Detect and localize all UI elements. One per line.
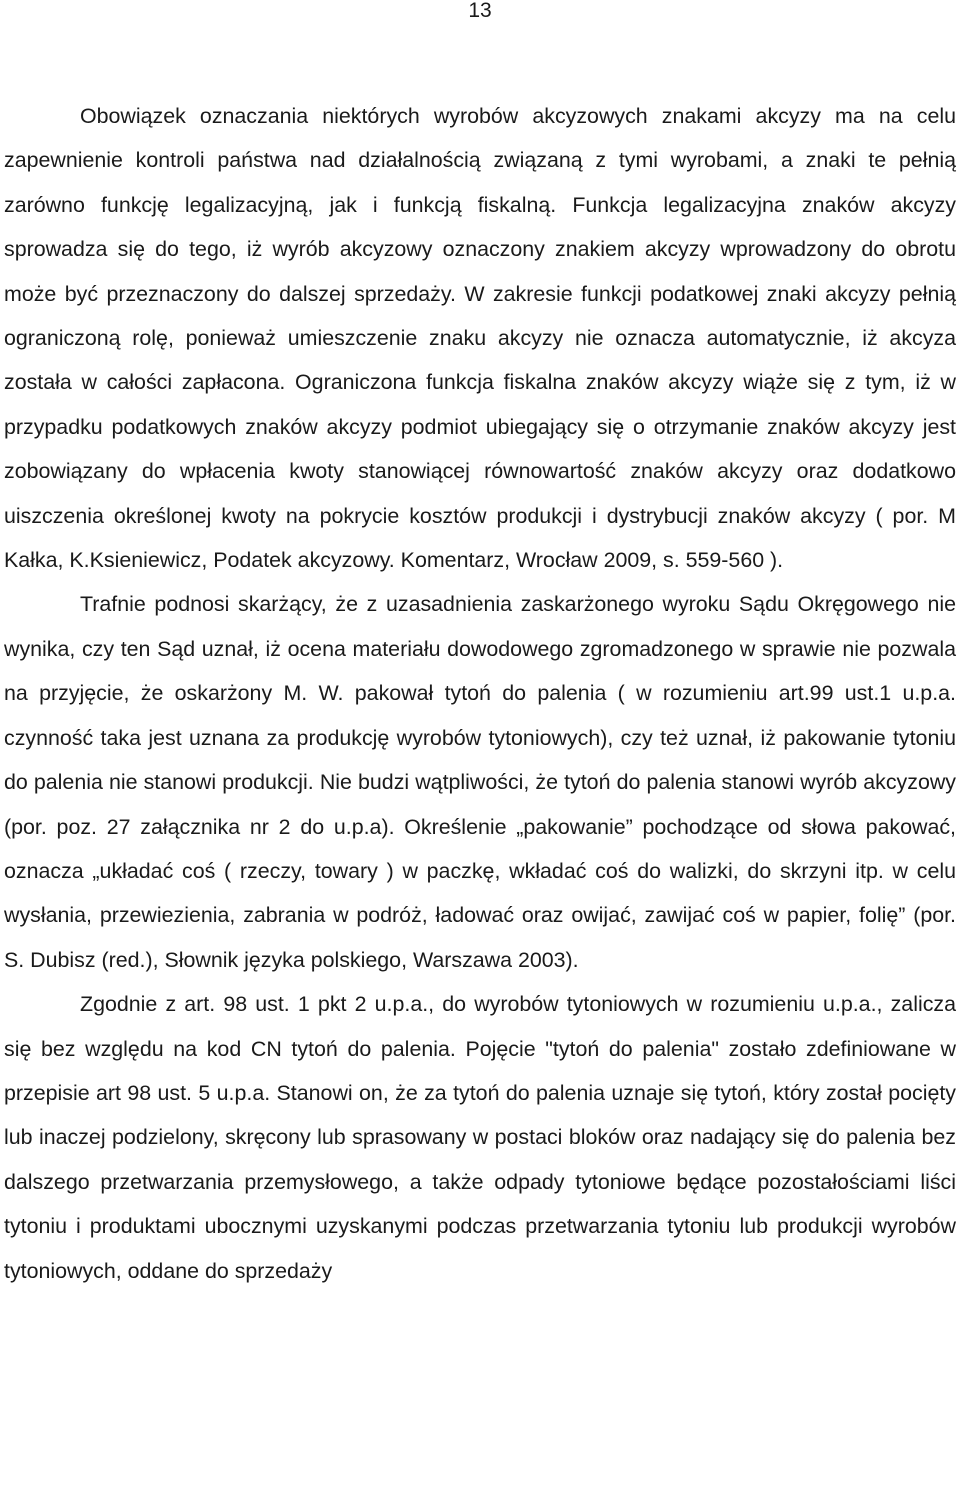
paragraph-excise-stamps: Obowiązek oznaczania niektórych wyrobów akcyzowych znakami akcyzy ma na celu zapewnienie kontroli państwa nad działalnością związaną z tymi wyrobami, a znaki te pełnią zarówno funkcję legalizacyjną, jak i funkcją fiskalną. Funkcja legalizacyjna znaków akcyzy sprowadza się do tego, iż wyrób akcyzowy oznaczony znakiem akcyzy wprowadzony do obrotu może być przeznaczony do dalszej sprzedaży. W zakresie funkcji podatkowej znaki akcyzy pełnią ograniczoną rolę, ponieważ umieszczenie znaku akcyzy nie oznacza automatycznie, iż akcyza została w całości zapłacona. Ograniczona funkcja fiskalna znaków akcyzy wiąże się z tym, iż w przypadku podatkowych znaków akcyzy podmiot ubiegający się o otrzymanie znaków akcyzy jest zobowiązany do wpłacenia kwoty stanowiącej równowartość znaków akcyzy oraz dodatkowo uiszczenia określonej kwoty na pokrycie kosztów produkcji i dystrybucji znaków akcyzy ( por. M Kałka, K.Ksieniewicz, Podatek akcyzowy. Komentarz, Wrocław 2009, s. 559-560 ).: [4, 104, 956, 573]
paragraph-tobacco-definition: Zgodnie z art. 98 ust. 1 pkt 2 u.p.a., do wyrobów tytoniowych w rozumieniu u.p.a., zalicza się bez względu na kod CN tytoń do palenia. Pojęcie "tytoń do palenia" zostało zdefiniowane w przepisie art 98 ust. 5 u.p.a. Stanowi on, że za tytoń do palenia uznaje się tytoń, który został pocięty lub inaczej podzielony, skręcony lub sprasowany w postaci bloków oraz nadający się do palenia bez dalszego przetwarzania przemysłowego, a także odpady tytoniowe będące pozostałościami liści tytoniu i produktami ubocznymi uzyskanymi podczas przetwarzania tytoniu lub produkcji wyrobów tytoniowych, oddane do sprzedaży: [4, 992, 956, 1283]
paragraph-packing-tobacco: Trafnie podnosi skarżący, że z uzasadnienia zaskarżonego wyroku Sądu Okręgowego nie wynika, czy ten Sąd uznał, iż ocena materiału dowodowego zgromadzonego w sprawie nie pozwala na przyjęcie, że oskarżony M. W. pakował tytoń do palenia ( w rozumieniu art.99 ust.1 u.p.a. czynność taka jest uznana za produkcję wyrobów tytoniowych), czy też uznał, iż pakowanie tytoniu do palenia nie stanowi produkcji. Nie budzi wątpliwości, że tytoń do palenia stanowi wyrób akcyzowy (por. poz. 27 załącznika nr 2 do u.p.a). Określenie „pakowanie” pochodzące od słowa pakować, oznacza „układać coś ( rzeczy, towary ) w paczkę, wkładać coś do walizki, do skrzyni itp. w celu wysłania, przewiezienia, zabrania w podróż, ładować oraz owijać, zawijać coś w papier, folię” (por. S. Dubisz (red.), Słownik języka polskiego, Warszawa 2003).: [4, 592, 956, 972]
page-number: 13: [468, 0, 492, 22]
document-body: [4, 94, 956, 1293]
